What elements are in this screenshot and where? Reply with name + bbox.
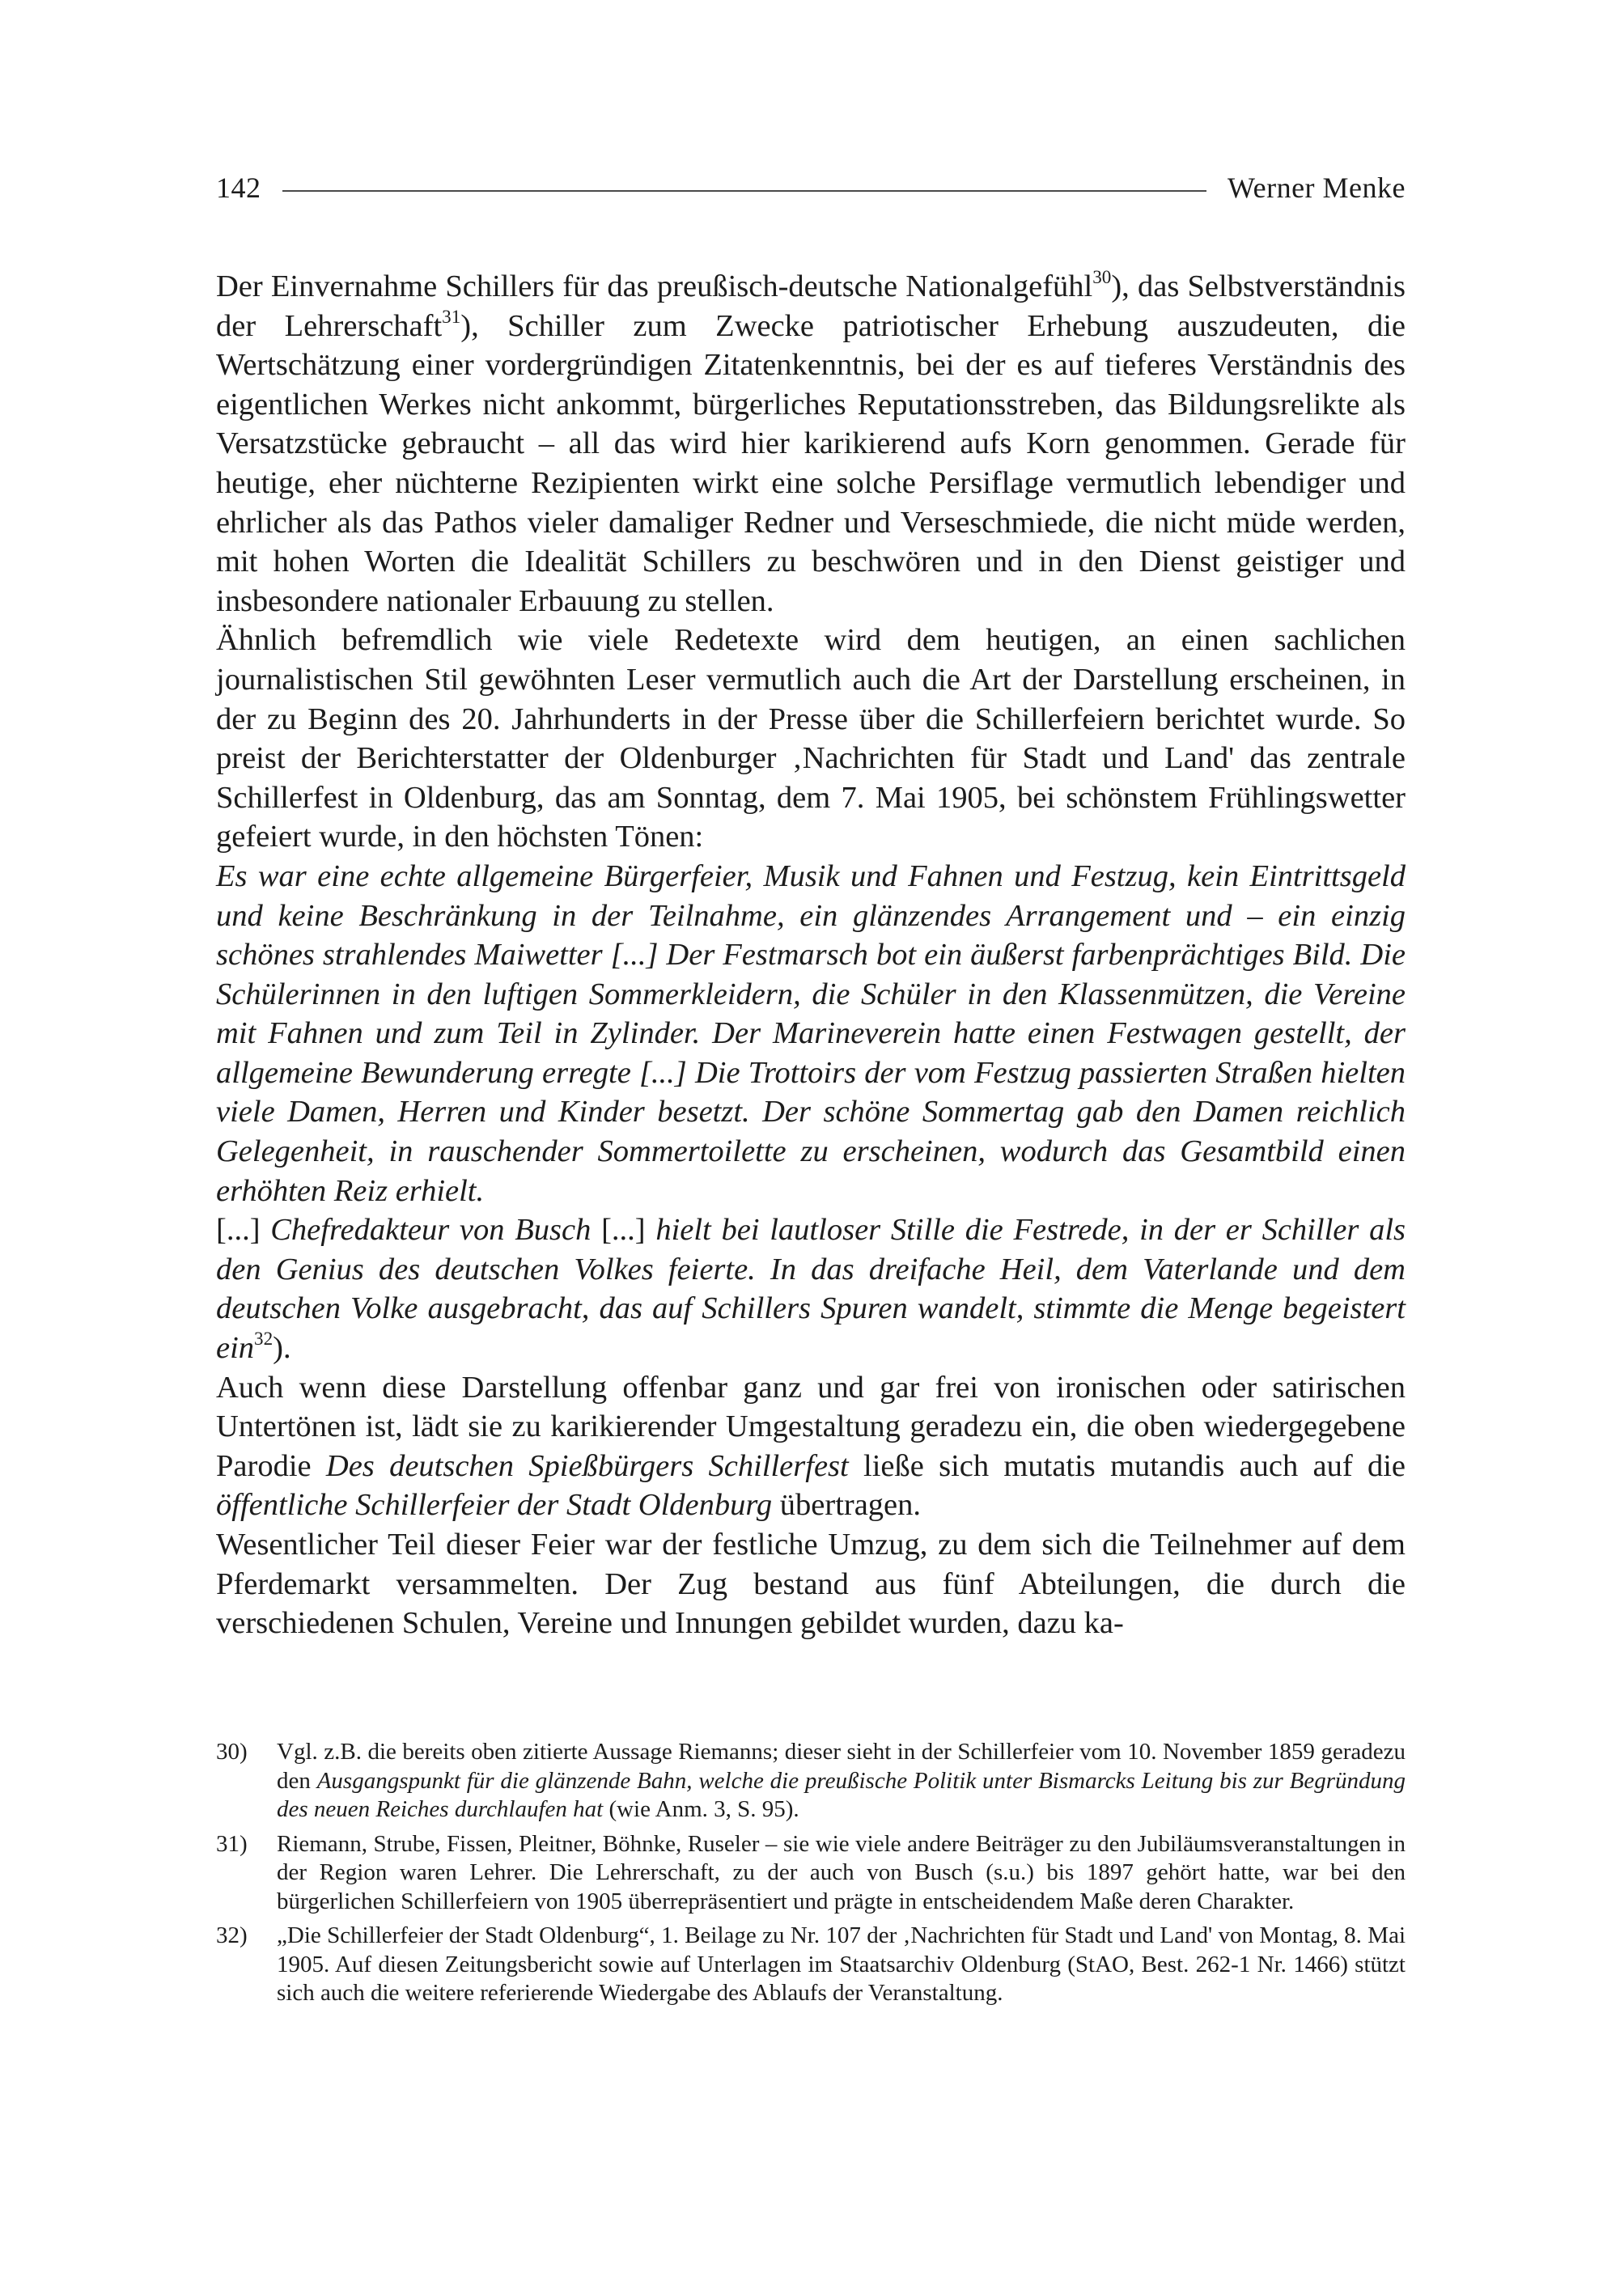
italic-title: Des deutschen Spießbürgers Schillerfest [325,1448,849,1483]
footnote-ref: 30 [1092,265,1112,287]
italic-title: öffentliche Schillerfeier der Stadt Oldenburg [216,1488,773,1523]
footnotes [216,1738,1406,2014]
header-rule [282,190,1207,192]
footnote-text [277,1738,1406,1825]
paragraph [216,1368,1406,1525]
text-span: ), Schiller zum Zwecke patriotischer Erhebung auszudeuten, die Wertschätzung einer vordergründigen Zitatenkenntnis, bei der es auf tieferes Verständnis des eigentlichen Werkes nicht ankommt, bürgerliches Reputationsstreben, das Bildungsrelikte als Versatzstücke gebraucht – all das wird hier karikierend aufs Korn genommen. Gerade für heutige, eher nüchterne Rezipienten wirkt eine solche Persiflage vermutlich lebendiger und ehrlicher als das Pathos vieler damaliger Redner und Verseschmiede, die nicht müde werden, mit hohen Worten die Idealität Schillers zu beschwören und in den Dienst geistiger und insbesondere nationaler Erbauung zu stellen. [216,308,1406,618]
text-span: [...] [601,1213,656,1248]
paragraph: Wesentlicher Teil dieser Feier war der festliche Umzug, zu dem sich die Teilnehmer auf dem Pferdemarkt versammelten. Der Zug bestand aus fünf Abteilungen, die durch die verschiedenen Schulen, Vereine und Innungen gebildet wurden, dazu ka- [216,1528,1406,1641]
text-span: ), das Selbstverständnis der Lehrerschaft [216,269,1406,343]
page-header [216,163,1406,212]
italic-span: Ausgangspunkt für die glänzende Bahn, welche die preußische Politik unter Bismarcks Leitung bis zur Begründung des neuen Reiches durchlaufen hat [277,1767,1406,1822]
footnote-ref: 32 [254,1327,273,1349]
paragraph [216,267,1406,621]
text-span: Der Einvernahme Schillers für das preußisch-deutsche Nationalgefühl [216,269,1093,303]
footnote-text: „Die Schillerfeier der Stadt Oldenburg“, 1. Beilage zu Nr. 107 der ‚Nachrichten für Stadt und Land' von Montag, 8. Mai 1905. Auf diesen Zeitungsbericht sowie auf Unterlagen im Staatsarchiv Oldenburg (StAO, Best. 262-1 Nr. 1466) stützt sich auch die weitere referierende Wiedergabe des Ablaufs der Veranstaltung. [277,1922,1406,2006]
running-head-author: Werner Menke [1228,172,1406,204]
footnote-number: 32) [216,1922,248,1948]
text-span: (wie Anm. 3, S. 95). [603,1796,799,1822]
text-span: [...] [216,1213,271,1248]
italic-span: hielt bei lautloser Stille die Festrede, in der er Schiller als den Genius des deutschen Volkes feierte. In das dreifache Heil, dem Vaterlande und dem deutschen Volke ausgebracht, das auf Schillers Spuren wandelt, stimmte die Menge begeistert ein [216,1213,1406,1366]
paragraph: Ähnlich befremdlich wie viele Redetexte wird dem heutigen, an einen sachlichen journalistischen Stil gewöhnten Leser vermutlich auch die Art der Darstellung erscheinen, in der zu Beginn des 20. Jahrhunderts in der Presse über die Schillerfeiern berichtet wurde. So preist der Berichterstatter der Oldenburger ‚Nachrichten für Stadt und Land' das zentrale Schillerfest in Oldenburg, das am Sonntag, dem 7. Mai 1905, bei schönstem Frühlingswetter gefeiert wurde, in den höchsten Tönen: [216,623,1406,854]
text-span: übertragen. [772,1488,922,1523]
text-span: ). [273,1331,291,1366]
footnote-number: 31) [216,1830,248,1857]
footnote-text: Riemann, Strube, Fissen, Pleitner, Böhnke, Ruseler – sie wie viele andere Beiträger zu den Jubiläumsveranstaltungen in der Region waren Lehrer. Die Lehrerschaft, zu der auch von Busch (s.u.) bis 1897 gehört hatte, war bei den bürgerlichen Schillerfeiern von 1905 überrepräsentiert und prägte in entscheidendem Maße deren Charakter. [277,1830,1406,1914]
footnote [216,1738,1406,1825]
footnote [216,1922,1406,2008]
text-span: Auch wenn diese Darstellung offenbar ganz und gar frei von ironischen oder satirischen Untertönen ist, lädt sie zu karikierender Umgestaltung geradezu ein, die oben wiedergegebene Parodie [216,1370,1406,1483]
text-span: Vgl. z.B. die bereits oben zitierte Aussage Riemanns; dieser sieht in der Schillerfeier vom 10. November 1859 geradezu den [277,1739,1406,1794]
main-text [216,267,1406,1643]
page-number: 142 [216,172,261,204]
block-quote: Es war eine echte allgemeine Bürgerfeier, Musik und Fahnen und Festzug, kein Eintrittsgeld und keine Beschränkung in der Teilnahme, ein glänzendes Arrangement und – ein einzig schönes strahlendes Maiwetter [...] Der Festmarsch bot ein äußerst farbenprächtiges Bild. Die Schülerinnen in den luftigen Sommerkleidern, die Schüler in den Klassenmützen, die Vereine mit Fahnen und zum Teil in Zylinder. Der Marineverein hatte einen Festwagen gestellt, der allgemeine Bewunderung erregte [...] Die Trottoirs der vom Festzug passierten Straßen hielten viele Damen, Herren und Kinder besetzt. Der schöne Sommertag gab den Damen reichlich Gelegenheit, in rauschender Sommertoilette zu erscheinen, wodurch das Gesamtbild einen erhöhten Reiz erhielt. [216,858,1406,1208]
footnote [216,1830,1406,1917]
footnote-number: 30) [216,1739,248,1765]
text-span: ließe sich mutatis mutandis auch auf die [848,1448,1406,1483]
block-quote [216,1210,1406,1367]
italic-span: Chefredakteur von Busch [270,1213,602,1248]
footnote-ref: 31 [442,305,461,327]
